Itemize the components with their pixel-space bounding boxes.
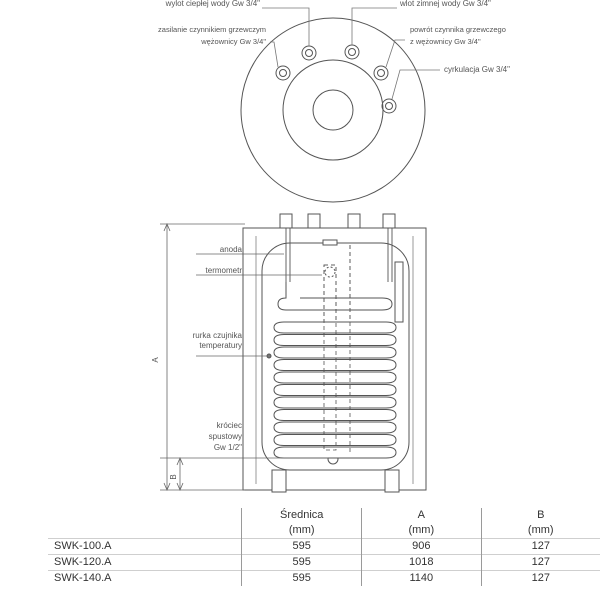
label-coil-return-line1: powrót czynnika grzewczego	[410, 25, 506, 34]
coil-loop	[274, 322, 396, 333]
coil-loop	[274, 347, 396, 358]
label-dimension-a: A	[151, 357, 160, 363]
label-hot-water-outlet: wylot ciepłej wody Gw 3/4"	[165, 0, 260, 8]
table-cell-a: 1140	[362, 571, 481, 587]
table-row	[48, 539, 600, 555]
coil-loop	[274, 422, 396, 433]
specification-table	[48, 508, 600, 586]
label-dimension-b: B	[169, 474, 178, 480]
pipe-stub-2	[308, 214, 320, 228]
table-cell-a: 1018	[362, 555, 481, 571]
label-anode: anoda	[219, 245, 242, 254]
foot-left	[272, 470, 286, 492]
coil-loop	[274, 360, 396, 371]
table-cell-b: 127	[481, 555, 600, 571]
table-cell-model: SWK-140.A	[48, 571, 242, 587]
coil-loop	[274, 435, 396, 446]
label-drain-line3: Gw 1/2"	[213, 443, 242, 452]
label-sensor-tube-line2: temperatury	[199, 341, 242, 350]
table-units-diameter: (mm)	[242, 523, 362, 539]
top-connection-coil-supply	[276, 66, 290, 80]
label-drain-line2: spustowy	[208, 432, 242, 441]
top-connection-coil-return	[374, 66, 388, 80]
label-sensor-tube-line1: rurka czujnika	[192, 331, 242, 340]
table-cell-model: SWK-100.A	[48, 539, 242, 555]
top-connection-hot-water	[302, 46, 316, 60]
table-header-diameter: Średnica	[242, 508, 362, 523]
table-header-b: B	[481, 508, 600, 523]
label-coil-supply-line1: zasilanie czynnikiem grzewczym	[158, 25, 266, 34]
table-cell-diameter: 595	[242, 539, 362, 555]
table-units-a: (mm)	[362, 523, 481, 539]
label-thermometer: termometr	[205, 266, 242, 275]
table-units-model	[48, 523, 242, 539]
label-circulation: cyrkulacja Gw 3/4"	[444, 65, 510, 74]
coil-loop	[274, 397, 396, 408]
top-connection-cold-water	[345, 45, 359, 59]
top-inner-circle	[283, 60, 383, 160]
table-cell-b: 127	[481, 539, 600, 555]
pipe-stub-4	[383, 214, 395, 228]
label-cold-water-inlet: wlot zimnej wody Gw 3/4"	[400, 0, 491, 8]
table-header-a: A	[362, 508, 481, 523]
pipe-stub-1	[280, 214, 292, 228]
top-view-labels	[158, 0, 510, 74]
table-units-b: (mm)	[481, 523, 600, 539]
label-drain-line1: króciec	[216, 421, 242, 430]
table-cell-diameter: 595	[242, 555, 362, 571]
top-center-circle	[313, 90, 353, 130]
coil-loop	[274, 447, 396, 458]
table-units-row	[48, 523, 600, 539]
coil-loop	[274, 385, 396, 396]
top-outer-circle	[241, 18, 425, 202]
table-header-model	[48, 508, 242, 523]
pipe-stub-3	[348, 214, 360, 228]
coil-loop	[274, 410, 396, 421]
coil-loop	[274, 372, 396, 383]
thermometer-port	[267, 354, 271, 358]
top-connection-circulation	[382, 99, 396, 113]
label-coil-supply-line2: wężownicy Gw 3/4"	[201, 37, 266, 46]
table-row	[48, 555, 600, 571]
label-coil-return-line2: z wężownicy Gw 3/4"	[410, 37, 481, 46]
top-leader-lines	[262, 8, 440, 99]
table-header-row	[48, 508, 600, 523]
table-cell-diameter: 595	[242, 571, 362, 587]
table-cell-b: 127	[481, 571, 600, 587]
side-view-labels	[151, 245, 243, 480]
coil-loop	[274, 335, 396, 346]
table-cell-a: 906	[362, 539, 481, 555]
table-row	[48, 571, 600, 587]
foot-right	[385, 470, 399, 492]
table-cell-model: SWK-120.A	[48, 555, 242, 571]
